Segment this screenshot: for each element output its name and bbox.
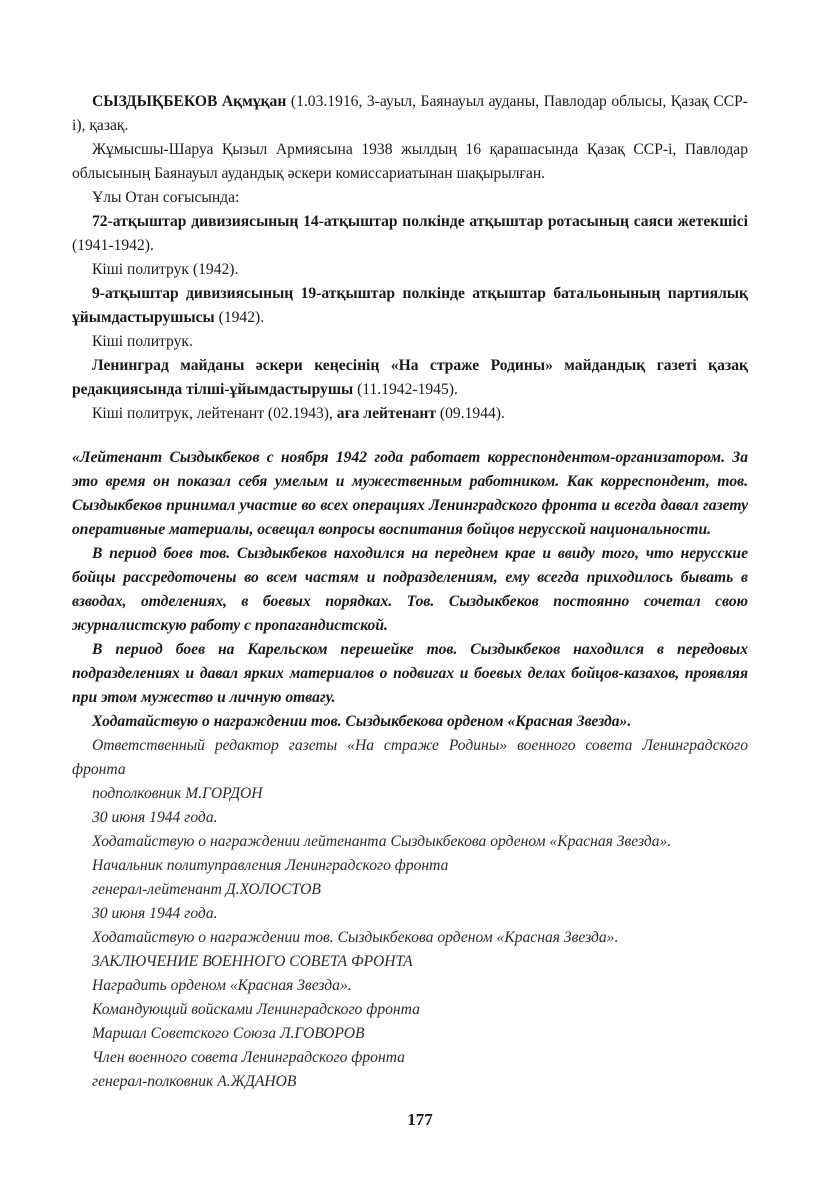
role-period: (1941-1942). bbox=[72, 237, 154, 254]
role-text: Ленинград майданы әскери кеңесінің «На страже Родины» майдандық газеті қазақ редакциясында тілші-ұйымдастырушы bbox=[72, 357, 748, 398]
role-text: 9-атқыштар дивизиясының 19-атқыштар полкінде атқыштар батальонының партиялық ұйымдастырушысы bbox=[72, 285, 748, 326]
signature-line: подполковник М.ГОРДОН bbox=[92, 785, 263, 802]
signature-line: Ходатайствую о награждении тов. Сыздыкбекова орденом «Красная Звезда». bbox=[92, 929, 619, 946]
page-number: 177 bbox=[407, 1110, 433, 1129]
rank-prefix: Кіші политрук, лейтенант (02.1943), bbox=[92, 405, 337, 422]
signature-line: Маршал Советского Союза Л.ГОВОРОВ bbox=[92, 1025, 365, 1042]
service-role-2 bbox=[72, 282, 748, 330]
service-role-3 bbox=[72, 354, 748, 402]
signature-line: Наградить орденом «Красная Звезда». bbox=[92, 977, 352, 994]
signature-line: Ответственный редактор газеты «На страже Родины» военного совета Ленинградского фронта bbox=[72, 737, 748, 778]
signature-line: Начальник политуправления Ленинградского фронта bbox=[92, 857, 449, 874]
person-name: СЫЗДЫҚБЕКОВ Ақмұқан bbox=[92, 93, 287, 110]
signature-line: Член военного совета Ленинградского фронта bbox=[92, 1049, 405, 1066]
biography-section bbox=[72, 90, 748, 426]
signature-line: Командующий войсками Ленинградского фронта bbox=[92, 1001, 420, 1018]
bio-header bbox=[72, 90, 748, 138]
service-rank-2: Кіші политрук. bbox=[92, 333, 193, 350]
role-text: 72-атқыштар дивизиясының 14-атқыштар полкінде атқыштар ротасының саяси жетекшісі bbox=[92, 213, 748, 230]
rank-suffix: (09.1944). bbox=[436, 405, 505, 422]
award-letter-section bbox=[72, 446, 748, 1094]
signature-line: ЗАКЛЮЧЕНИЕ ВОЕННОГО СОВЕТА ФРОНТА bbox=[92, 953, 413, 970]
rank-bold: аға лейтенант bbox=[336, 405, 437, 422]
letter-paragraph-1: «Лейтенант Сыздыкбеков с ноября 1942 года работает корреспондентом-организатором. За это время он показал себя умелым и мужественным работником. Как корреспондент, тов. Сыздыкбеков принимал участие во всех операциях Ленинградского фронта и всегда давал газету оперативные материалы, освещал вопросы воспитания бойцов нерусской национальности. bbox=[72, 449, 748, 538]
conscription-text: Жұмысшы-Шаруа Қызыл Армиясына 1938 жылдың 16 қарашасында Қазақ ССР-і, Павлодар облысының Баянауыл аудандық әскери комиссариатынан шақырылған. bbox=[72, 141, 748, 182]
signature-line: Ходатайствую о награждении лейтенанта Сыздыкбекова орденом «Красная Звезда». bbox=[92, 833, 672, 850]
signature-line: 30 июня 1944 года. bbox=[92, 809, 218, 826]
signature-line: 30 июня 1944 года. bbox=[92, 905, 218, 922]
service-role-1 bbox=[72, 210, 748, 258]
letter-paragraph-2: В период боев тов. Сыздыкбеков находился на переднем крае и ввиду того, что нерусские бойцы рассредоточены во всем частям и подразделениям, ему всегда приходилось бывать в взводах, отделениях, в боевых порядках. Тов. Сыздыкбеков постоянно сочетал свою журналистскую работу с пропагандистской. bbox=[72, 545, 748, 634]
letter-paragraph-4: Ходатайствую о награждении тов. Сыздыкбекова орденом «Красная Звезда». bbox=[92, 713, 632, 730]
signature-line: генерал-лейтенант Д.ХОЛОСТОВ bbox=[92, 881, 321, 898]
birth-info: (1.03.1916, 3-ауыл, Баянауыл ауданы, Павлодар облысы, Қазақ ССР-і), қазақ. bbox=[72, 93, 748, 134]
signature-line: генерал-полковник А.ЖДАНОВ bbox=[92, 1073, 297, 1090]
letter-paragraph-3: В период боев на Карельском перешейке тов. Сыздыкбеков находился в передовых подразделениях и давал ярких материалов о подвигах и боевых делах бойцов-казахов, проявляя при этом мужество и личную отвагу. bbox=[72, 641, 748, 706]
service-rank-1: Кіші политрук (1942). bbox=[92, 261, 239, 278]
war-heading: Ұлы Отан соғысында: bbox=[92, 189, 240, 206]
page-content bbox=[72, 90, 748, 1094]
role-period: (11.1942-1945). bbox=[353, 381, 458, 398]
service-rank-3 bbox=[72, 402, 748, 426]
role-period: (1942). bbox=[214, 309, 265, 326]
